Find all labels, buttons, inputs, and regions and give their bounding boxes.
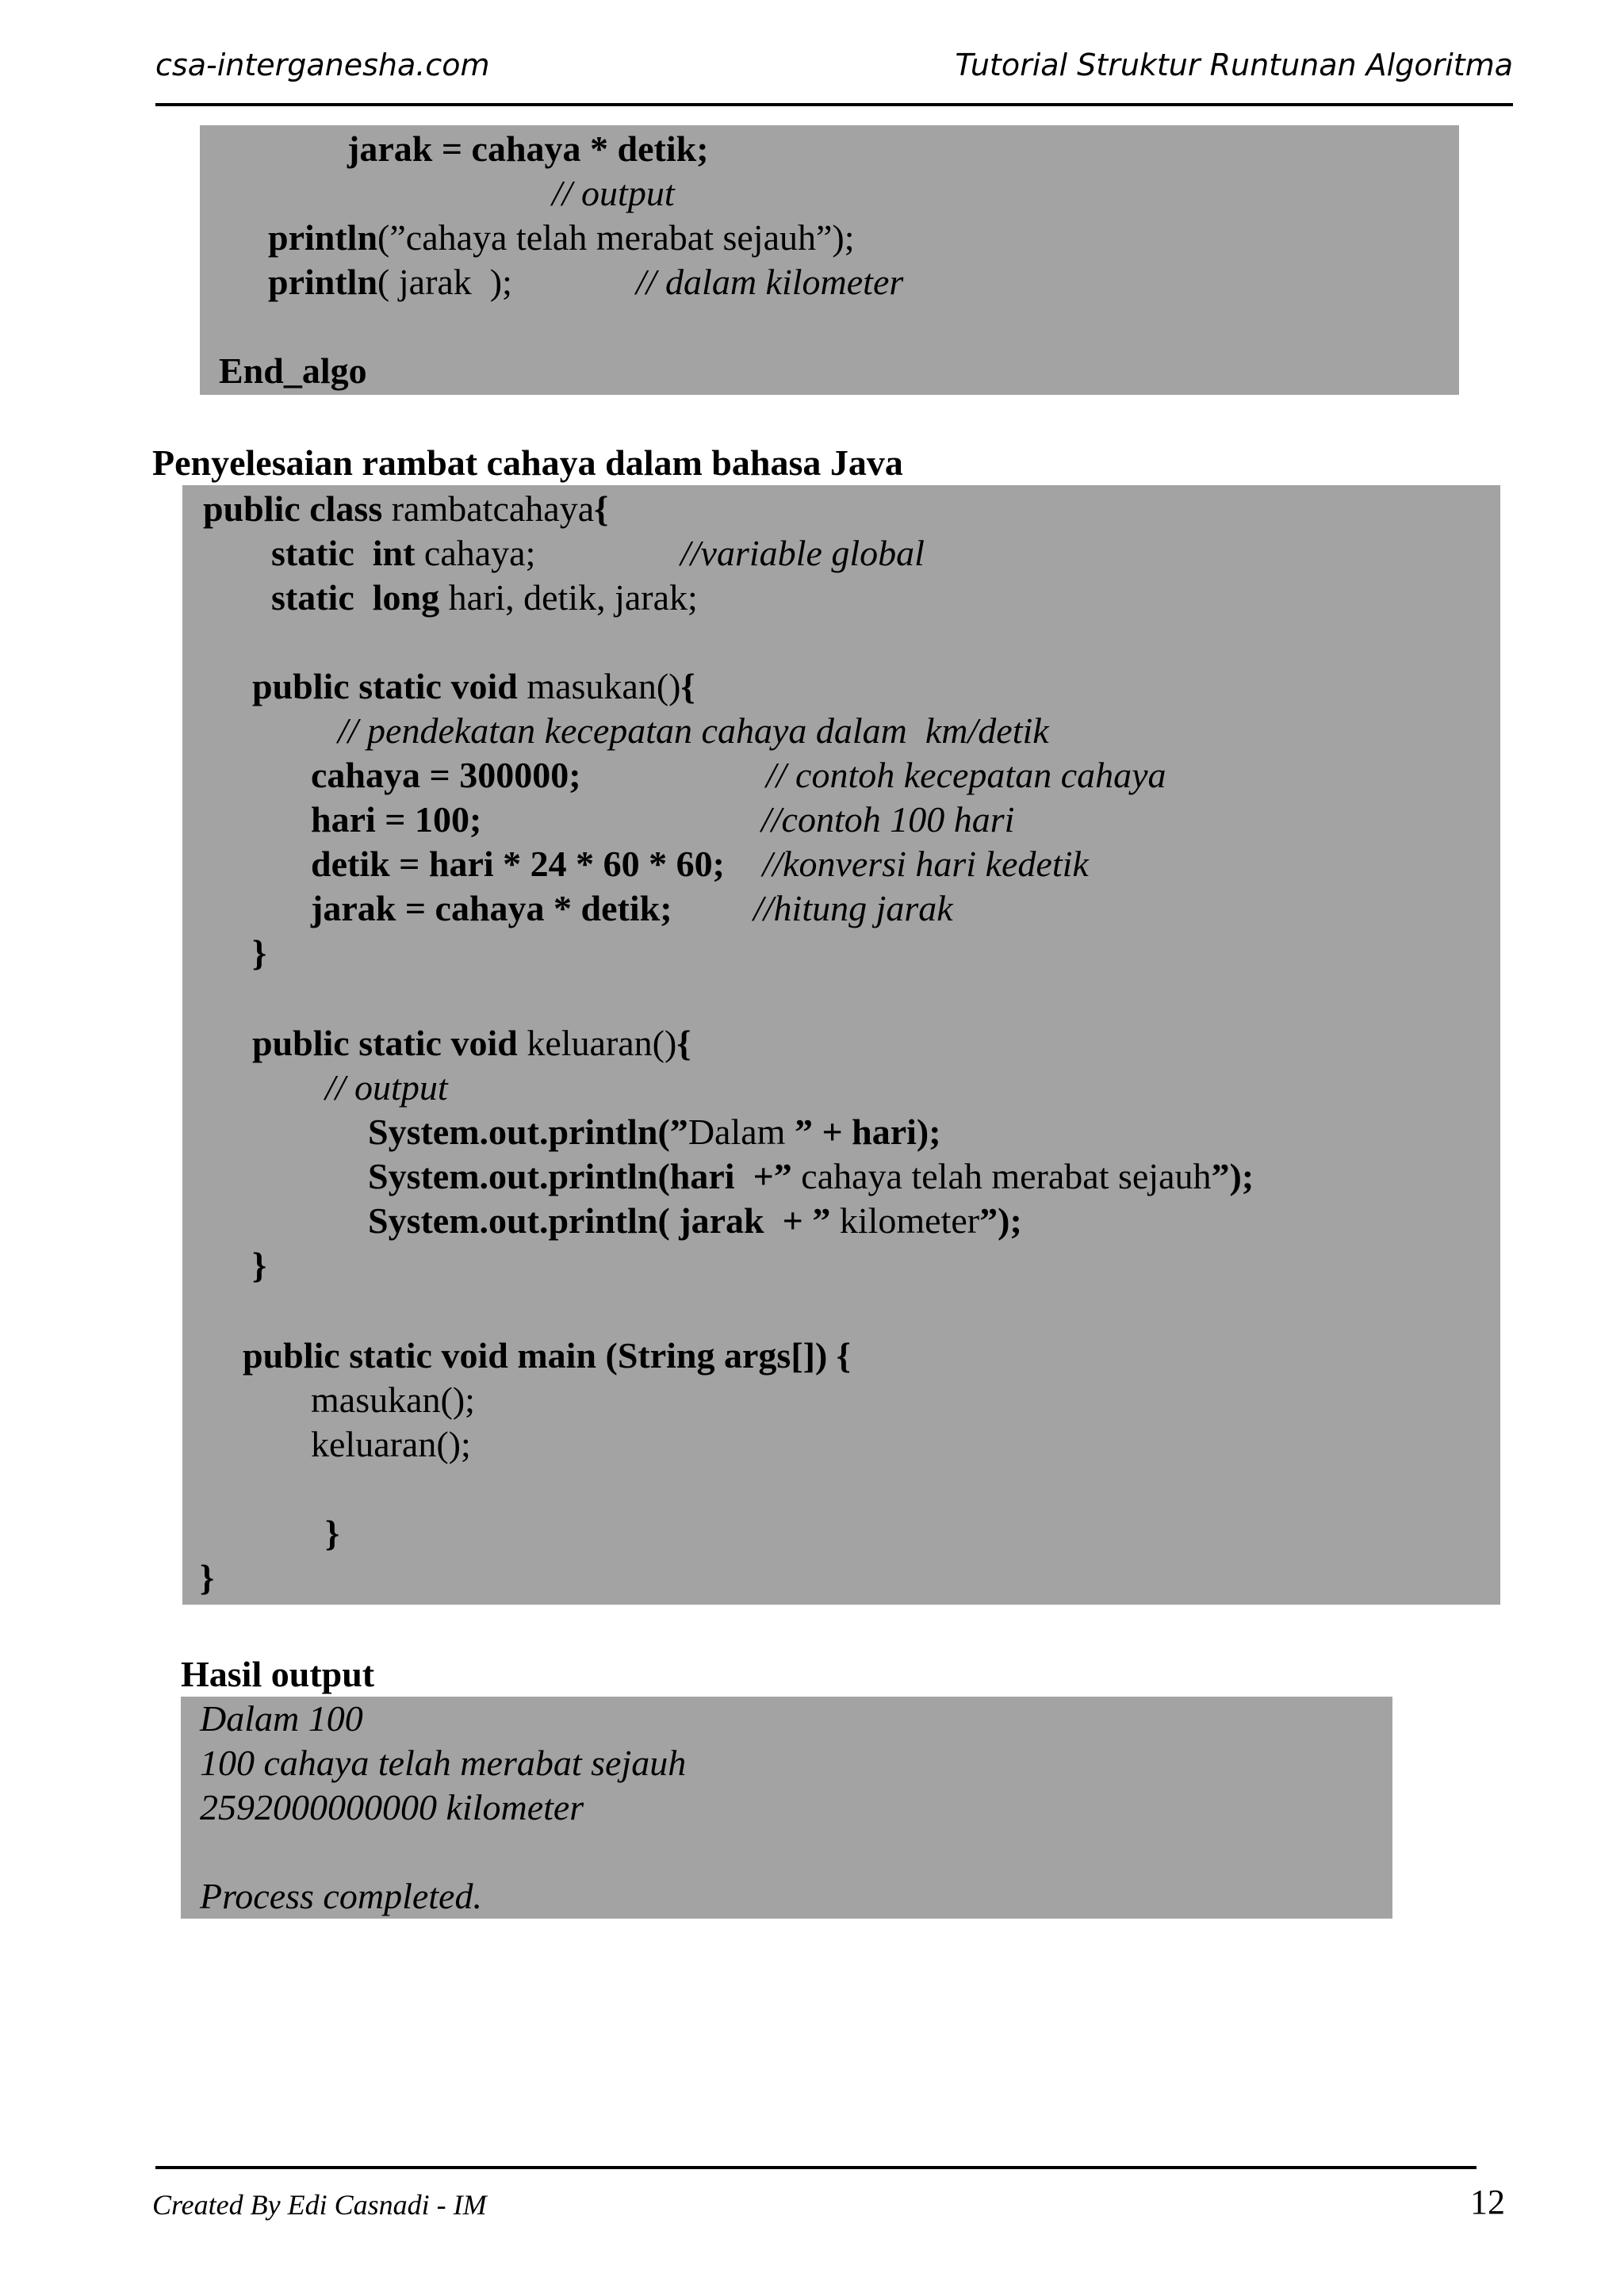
java-m1-l3-comment: //konversi hari kedetik <box>753 844 1089 884</box>
page-number: 12 <box>1470 2183 1505 2221</box>
java-m1-l4-comment: //hitung jarak <box>753 888 953 928</box>
decl-rest: cahaya; <box>415 533 536 573</box>
algo-comment-output: // output <box>552 173 675 213</box>
string: kilometer <box>830 1200 980 1241</box>
class-name: rambatcahaya <box>382 488 595 529</box>
java-m2-print-2 <box>368 1154 1254 1199</box>
java-m2-comment: // output <box>325 1067 448 1108</box>
algo-line-1: jarak = cahaya * detik; <box>347 128 709 169</box>
method-name: keluaran() <box>517 1023 677 1063</box>
output-line-4: Process completed. <box>200 1876 482 1916</box>
keyword: public class <box>203 488 383 529</box>
keyword: static int <box>271 533 416 573</box>
code-bold: System.out.println(hari +” <box>368 1156 792 1196</box>
java-m1-l1-comment: // contoh kecepatan cahaya <box>766 755 1166 795</box>
fn-name: println <box>268 217 378 258</box>
footer-credit: Created By Edi Casnadi - IM <box>152 2189 487 2221</box>
keyword: static long <box>271 577 440 618</box>
output-heading: Hasil output <box>181 1654 375 1694</box>
header-rule <box>155 103 1513 106</box>
java-m1-close: } <box>252 932 267 973</box>
fn-args: ( jarak ); <box>377 262 512 302</box>
algo-line-println-1 <box>268 216 855 260</box>
keyword: public static void <box>252 666 518 706</box>
java-m1-sig <box>252 664 695 709</box>
code-bold: ”); <box>1211 1156 1254 1196</box>
code-bold: ” + hari); <box>794 1112 941 1152</box>
output-line-3: 2592000000000 kilometer <box>200 1787 584 1827</box>
brace: { <box>594 488 609 529</box>
output-line-2: 100 cahaya telah merabat sejauh <box>200 1743 687 1783</box>
java-m2-sig <box>252 1021 691 1066</box>
method-name: masukan() <box>517 666 681 706</box>
footer-rule <box>155 2166 1477 2169</box>
java-decl-1-comment: //variable global <box>680 533 925 573</box>
algo-line-println-2 <box>268 260 512 304</box>
string: cahaya telah merabat sejauh <box>791 1156 1212 1196</box>
java-class-close: } <box>200 1557 215 1598</box>
header-title: Tutorial Struktur Runtunan Algoritma <box>955 48 1513 82</box>
java-decl-2 <box>271 576 698 620</box>
code-bold: System.out.println(” <box>368 1112 688 1152</box>
java-class-line <box>203 487 608 531</box>
brace: { <box>676 1023 691 1063</box>
java-heading: Penyelesaian rambat cahaya dalam bahasa Java <box>152 442 903 483</box>
code-bold: System.out.println( jarak + ” <box>368 1200 831 1241</box>
output-box <box>181 1697 1392 1919</box>
string: Dalam <box>688 1112 795 1152</box>
java-main-close: } <box>325 1513 340 1553</box>
algo-end: End_algo <box>219 350 367 391</box>
java-m2-print-1 <box>368 1110 941 1154</box>
java-m1-l3: detik = hari * 24 * 60 * 60; <box>311 844 725 884</box>
java-m1-l1: cahaya = 300000; <box>311 755 581 795</box>
code-bold: ”); <box>979 1200 1022 1241</box>
keyword: public static void <box>252 1023 518 1063</box>
java-m2-close: } <box>252 1245 267 1285</box>
java-code-box <box>182 485 1500 1605</box>
java-main-l1: masukan(); <box>311 1380 475 1420</box>
java-m2-print-3 <box>368 1199 1022 1243</box>
java-decl-1 <box>271 531 535 576</box>
fn-args: (”cahaya telah merabat sejauh”); <box>377 217 855 258</box>
java-m1-l2: hari = 100; <box>311 799 482 840</box>
fn-name: println <box>268 262 378 302</box>
decl-rest: hari, detik, jarak; <box>439 577 698 618</box>
java-m1-l4: jarak = cahaya * detik; <box>311 888 672 928</box>
java-main-l2: keluaran(); <box>311 1424 471 1464</box>
header-site: csa-interganesha.com <box>155 48 490 82</box>
java-m1-l2-comment: //contoh 100 hari <box>761 799 1015 840</box>
java-main-sig: public static void main (String args[]) { <box>243 1335 851 1376</box>
brace: { <box>680 666 695 706</box>
algo-code-box <box>200 125 1459 395</box>
algo-comment-km: // dalam kilometer <box>636 262 904 302</box>
java-m1-comment: // pendekatan kecepatan cahaya dalam km/detik <box>338 710 1049 751</box>
output-line-1: Dalam 100 <box>200 1698 363 1739</box>
